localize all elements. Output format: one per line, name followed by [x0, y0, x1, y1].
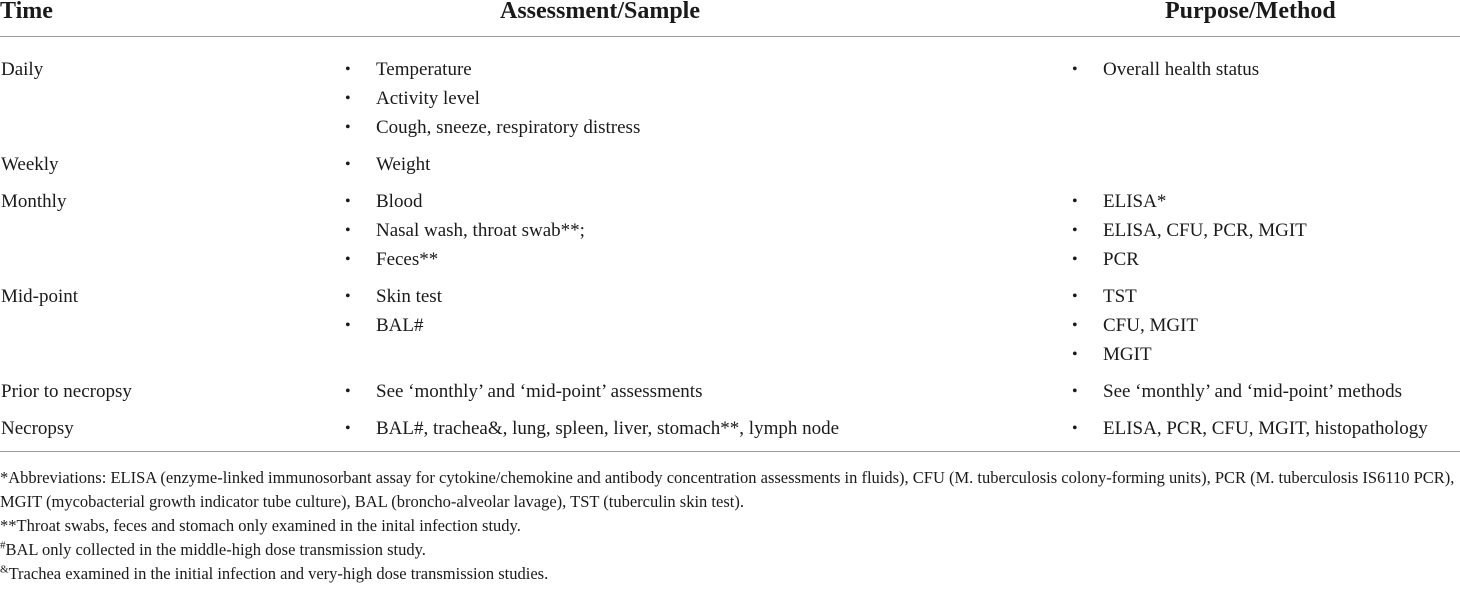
table-row [0, 377, 1460, 406]
list-item: • See ‘monthly’ and ‘mid-point’ methods [1072, 377, 1460, 406]
list-item: • Activity level [345, 84, 1072, 113]
table-header [0, 0, 1460, 37]
header-purpose: Purpose/Method [1165, 0, 1336, 24]
row-time: Weekly [1, 154, 59, 175]
row-purpose [1072, 187, 1460, 274]
footnotes [0, 466, 1460, 586]
row-assessment [345, 187, 1072, 274]
footnote-amp-text: Trachea examined in the initial infection and very-high dose transmission studies. [8, 564, 549, 583]
list-item: • CFU, MGIT [1072, 311, 1460, 340]
footnote-hash-text: BAL only collected in the middle-high dose transmission study. [5, 540, 426, 559]
list-item: • BAL# [345, 311, 1072, 340]
list-item: • Feces** [345, 245, 1072, 274]
row-assessment [345, 377, 1072, 406]
footnote-hash-mark: # [0, 539, 6, 552]
list-item: • Temperature [345, 55, 1072, 84]
table-row [0, 282, 1460, 369]
footnote-amp-mark: & [0, 563, 9, 576]
list-item: • BAL#, trachea&, lung, spleen, liver, stomach**, lymph node [345, 414, 1072, 443]
row-time: Monthly [1, 191, 67, 212]
footnote-amp [0, 562, 1460, 586]
footnote-hash [0, 538, 1460, 562]
list-item: • Skin test [345, 282, 1072, 311]
row-assessment [345, 282, 1072, 369]
row-assessment [345, 55, 1072, 142]
footnote-double-star: **Throat swabs, feces and stomach only examined in the inital infection study. [0, 516, 521, 535]
list-item: • Cough, sneeze, respiratory distress [345, 113, 1072, 142]
row-purpose [1072, 377, 1460, 406]
row-purpose [1072, 150, 1460, 179]
list-item: • MGIT [1072, 340, 1460, 369]
list-item: • Overall health status [1072, 55, 1460, 84]
row-assessment [345, 150, 1072, 179]
list-item: • Nasal wash, throat swab**; [345, 216, 1072, 245]
row-time: Necropsy [1, 418, 74, 439]
list-item: • TST [1072, 282, 1460, 311]
header-time: Time [0, 0, 53, 24]
row-time: Prior to necropsy [1, 381, 132, 402]
header-assessment: Assessment/Sample [500, 0, 701, 24]
row-purpose [1072, 282, 1460, 369]
list-item: • PCR [1072, 245, 1460, 274]
table-row [0, 150, 1460, 179]
table-row [0, 414, 1460, 443]
list-item: • See ‘monthly’ and ‘mid-point’ assessments [345, 377, 1072, 406]
list-item: • Weight [345, 150, 1072, 179]
list-item: • ELISA, PCR, CFU, MGIT, histopathology [1072, 414, 1460, 443]
row-assessment [345, 414, 1072, 443]
row-purpose [1072, 55, 1460, 142]
table-row [0, 187, 1460, 274]
row-purpose [1072, 414, 1460, 443]
row-time: Mid-point [1, 286, 79, 307]
table-row [0, 55, 1460, 142]
row-time: Daily [1, 59, 44, 80]
footnote-abbreviations: *Abbreviations: ELISA (enzyme-linked immunosorbant assay for cytokine/chemokine and antibody concentration assessments in fluids), CFU (M. tuberculosis colony-forming units), PCR (M. tuberculosis IS6110 PCR), MGIT (mycobacterial growth indicator tube culture), BAL (broncho-alveolar lavage), TST (tuberculin skin test). [0, 468, 1455, 511]
list-item: • ELISA, CFU, PCR, MGIT [1072, 216, 1460, 245]
table-bottom-rule [0, 451, 1460, 452]
list-item: • ELISA* [1072, 187, 1460, 216]
list-item: • Blood [345, 187, 1072, 216]
table-body [0, 37, 1460, 452]
